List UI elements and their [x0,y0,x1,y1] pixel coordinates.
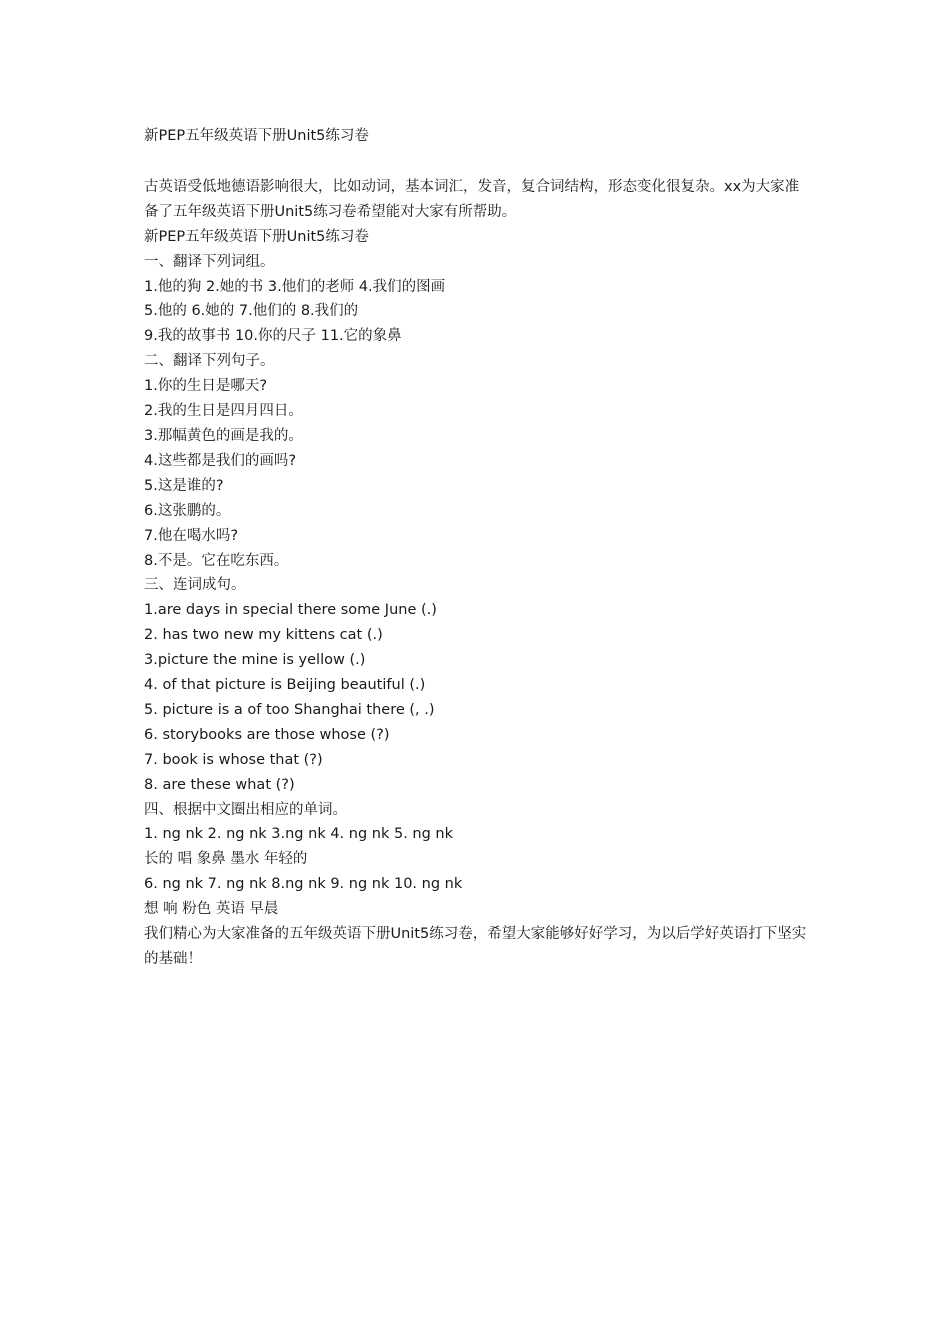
document-body [144,175,810,972]
closing-paragraph: 我们精心为大家准备的五年级英语下册Unit5练习卷，希望大家能够好好学习，为以后学好英语打下坚实的基础！ [144,926,807,967]
body-line: 9.我的故事书 10.你的尺子 11.它的象鼻 [144,328,402,345]
document-title: 新PEP五年级英语下册Unit5练习卷 [144,128,369,144]
title-spacer [144,149,810,175]
body-line: 2.我的生日是四月四日。 [144,403,303,420]
section-heading: 一、翻译下列词组。 [144,253,275,270]
body-line: 3.picture the mine is yellow (.) [144,652,366,669]
body-line: 8. are these what (?) [144,776,295,793]
body-line: 2. has two new my kittens cat (.) [144,627,383,644]
body-line: 想 响 粉色 英语 早晨 [144,901,279,918]
body-line: 7.他在喝水吗? [144,527,239,544]
body-line: 1.他的狗 2.她的书 3.他们的老师 4.我们的图画 [144,278,446,295]
body-line: 8.不是。它在吃东西。 [144,552,289,569]
body-line: 4.这些都是我们的画吗? [144,452,297,469]
body-line: 5. picture is a of too Shanghai there (, .) [144,701,435,718]
body-line: 6. ng nk 7. ng nk 8.ng nk 9. ng nk 10. ng nk [144,876,463,893]
document-page [144,124,810,972]
body-line: 7. book is whose that (?) [144,751,323,768]
body-line: 6.这张鹏的。 [144,502,231,519]
section-heading: 三、连词成句。 [144,577,246,594]
body-line: 1.你的生日是哪天? [144,378,268,395]
section-heading: 二、翻译下列句子。 [144,353,275,370]
section-heading: 四、根据中文圈出相应的单词。 [144,801,347,818]
body-line: 4. of that picture is Beijing beautiful (.) [144,677,426,694]
body-line: 新PEP五年级英语下册Unit5练习卷 [144,228,369,245]
body-line: 1.are days in special there some June (.) [144,602,437,619]
body-line: 5.这是谁的? [144,477,224,494]
body-line: 1. ng nk 2. ng nk 3.ng nk 4. ng nk 5. ng nk [144,826,453,843]
intro-paragraph: 古英语受低地德语影响很大，比如动词，基本词汇，发音，复合词结构，形态变化很复杂。xx为大家准备了五年级英语下册Unit5练习卷希望能对大家有所帮助。 [144,178,800,220]
body-line: 3.那幅黄色的画是我的。 [144,427,303,444]
body-line: 长的 唱 象鼻 墨水 年轻的 [144,851,308,868]
body-line: 6. storybooks are those whose (?) [144,726,390,743]
body-line: 5.他的 6.她的 7.他们的 8.我们的 [144,303,359,320]
